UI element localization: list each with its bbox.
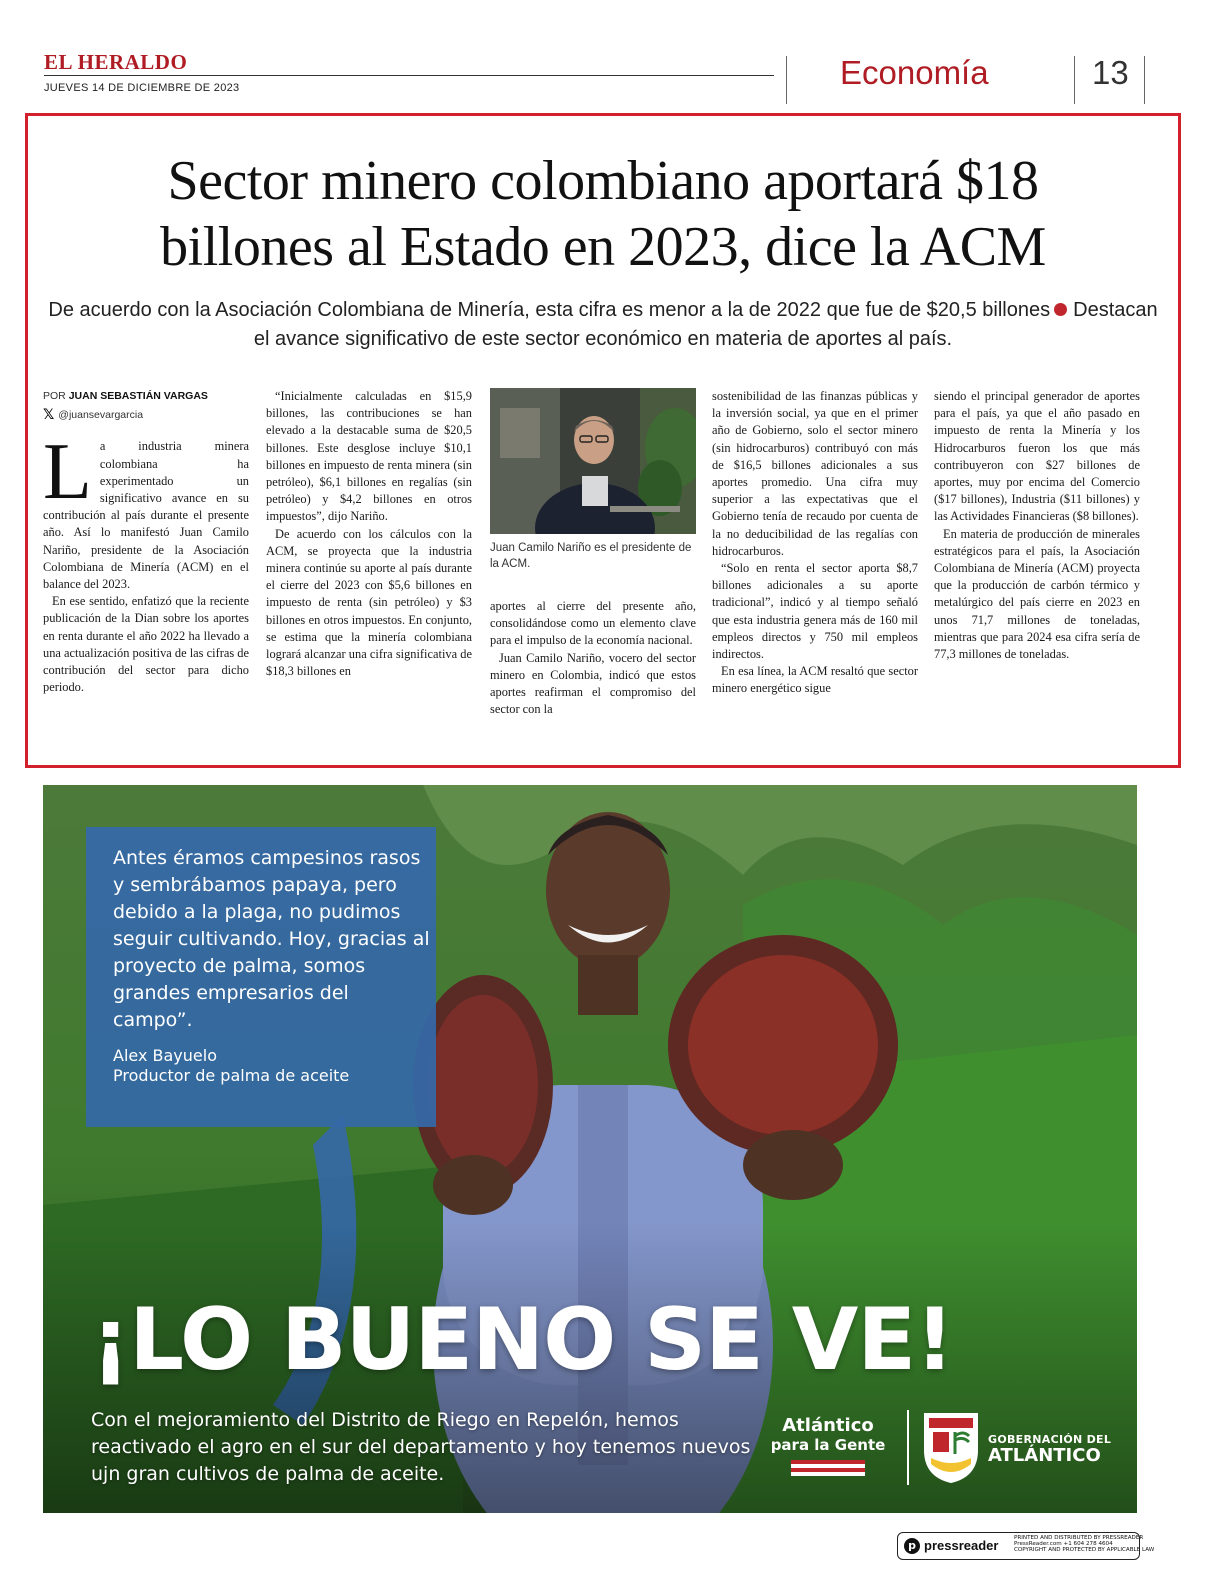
logo-divider (907, 1410, 909, 1485)
bullet-dot-icon (1054, 303, 1067, 316)
section-title: Economía (840, 54, 989, 91)
drop-cap: L (43, 428, 92, 517)
photo-caption: Juan Camilo Nariño es el presidente de la ACM. (490, 542, 692, 570)
paragraph: En materia de producción de minerales estratégicos para el país, la Asociación Colombiana de Minería (ACM) proyecta que la producción de carbón térmico y metalúrgico del país cierre en 2023 en unos 71,7 millones de toneladas, mientras que para 2024 esa cifra sería de 77,3 millones de toneladas. (934, 526, 1140, 662)
masthead (44, 48, 1154, 108)
article-column-3 (490, 598, 696, 718)
ad-slogan: ¡LO BUENO SE VE! (91, 1290, 954, 1390)
paragraph: En esa línea, la ACM resaltó que sector minero energético sigue (712, 664, 918, 696)
handle-text: @juansevargarcia (58, 409, 144, 422)
flag-stripes-icon (791, 1460, 865, 1476)
headline-line: billones al Estado en 2023, dice la ACM (160, 216, 1046, 278)
x-logo-icon: 𝕏 (43, 407, 55, 424)
masthead-divider (786, 56, 787, 104)
article-deck (48, 296, 1158, 354)
pressreader-notice: PRINTED AND DISTRIBUTED BY PRESSREADER PressReader.com +1 604 278 4604 COPYRIGHT AND PROTECTED BY APPLICABLE LAW (1014, 1535, 1155, 1554)
paragraph: “Solo en renta el sector aporta $8,7 billones adicionales a su aporte tradicional”, indicó y al tiempo señaló que esta industria genera más de 160 mil empleos directos y 750 mil empleos indirectos. (712, 561, 918, 662)
masthead-rule (44, 75, 774, 76)
byline: POR JUAN SEBASTIÁN VARGAS (43, 390, 208, 402)
atlantico-para-la-gente-logo: Atlántico para la Gente (763, 1415, 893, 1480)
photo-portrait (490, 388, 696, 534)
paragraph: aportes al cierre del presente año, consolidándose como un elemento clave para el impulso de la economía nacional. (490, 599, 696, 648)
headline-line: Sector minero colombiano aportará $18 (167, 150, 1039, 212)
advertisement (43, 785, 1137, 1513)
article-photo (490, 388, 696, 534)
article-column-2 (266, 388, 472, 680)
article-column-1 (43, 388, 249, 696)
article-headline (28, 148, 1178, 280)
testimonial-quote: Antes éramos campesinos rasos y sembrábamos papaya, pero debido a la plaga, no pudimos seguir cultivando. Hoy, gracias al proyecto de palma, somos grandes empresarios del campo”. (113, 847, 430, 1031)
masthead-divider (1074, 56, 1075, 104)
social-handle (43, 407, 249, 424)
paragraph: De acuerdo con los cálculos con la ACM, se proyecta que la industria minera continúe su aporte al país durante el cierre del 2023 con $5,6 billones en impuesto de renta (sin petróleo) y $3 billones en otros impuestos. En conjunto, se estima que la minería colombiana logrará alcanzar una cifra significativa de $18,3 billones en (266, 526, 472, 679)
paragraph: “Inicialmente calculadas en $15,9 billones, las contribuciones se han elevado a la destacable suma de $20,5 billones. Este desglose incluye $10,1 billones en impuesto de renta minera (sin petróleo), $6,1 billones en regalías (sin petróleo) y $4,2 billones en otros impuestos”, dijo Nariño. (266, 389, 472, 524)
article-column-4 (712, 388, 918, 698)
paragraph: Juan Camilo Nariño, vocero del sector minero en Colombia, indicó que estos aportes reafirman el compromiso del sector con la (490, 650, 696, 717)
newspaper-logo: EL HERALDO (44, 50, 188, 74)
paragraph: siendo el principal generador de aportes para el país, ya que el año pasado en impuesto de renta la Minería y los Hidrocarburos fueron los que más contribuyeron con $27 billones de aportes, muy por encima del Comercio ($17 billones), Industria ($11 billones) y las Actividades Financieras ($8 billones). (934, 389, 1140, 524)
deck-text: De acuerdo con la Asociación Colombiana de Minería, esta cifra es menor a la de 2022 que fue de $20,5 billones (48, 299, 1051, 321)
testimonial-author: Alex Bayuelo (113, 1046, 217, 1065)
page-number: 13 (1092, 54, 1129, 91)
author-name: JUAN SEBASTIÁN VARGAS (68, 390, 208, 402)
paragraph: En ese sentido, enfatizó que la reciente publicación de la Dian sobre los aportes en renta durante el año 2022 ha llevado a una actualización positiva de las cifras de contribución del sector para dicho periodo. (43, 594, 249, 695)
gobernacion-atlantico-logo: GOBERNACIÓN DEL ATLÁNTICO (988, 1433, 1112, 1466)
paragraph: sostenibilidad de las finanzas públicas y la inversión social, ya que en el primer año de Gobierno, solo el sector minero (sin hidrocarburos) contribuyó con más de $16,5 billones adicionales a sus aportes promedio. Una cifra muy superior a las expectativas que el Gobierno tenía de recaudo por cuenta de la no deducibilidad de las regalías con hidrocarburos. (712, 389, 918, 558)
issue-date: JUEVES 14 DE DICIEMBRE DE 2023 (44, 82, 240, 94)
pressreader-badge (897, 1532, 1155, 1560)
deck-text: Destacan el avance significativo de este sector económico en materia de aportes al país. (253, 299, 1158, 350)
testimonial-attribution (113, 1046, 433, 1086)
article-frame (25, 113, 1181, 768)
ad-body-text: Con el mejoramiento del Distrito de Riego en Repelón, hemos reactivado el agro en el sur del departamento y hoy tenemos nuevos ujn gran cultivos de palma de aceite. (91, 1409, 751, 1485)
masthead-divider (1144, 56, 1145, 104)
paragraph: La industria minera colombiana ha experimentado un significativo avance en su contribución al país durante el presente año. Así lo manifestó Juan Camilo Nariño, presidente de la Asociación Colombiana de Minería (ACM) en el balance del 2023. (43, 428, 249, 592)
testimonial-role: Productor de palma de aceite (113, 1066, 350, 1085)
coat-of-arms-icon (921, 1410, 981, 1485)
pressreader-icon: p (904, 1538, 920, 1554)
pressreader-name: pressreader (924, 1538, 999, 1553)
article-column-5 (934, 388, 1140, 663)
